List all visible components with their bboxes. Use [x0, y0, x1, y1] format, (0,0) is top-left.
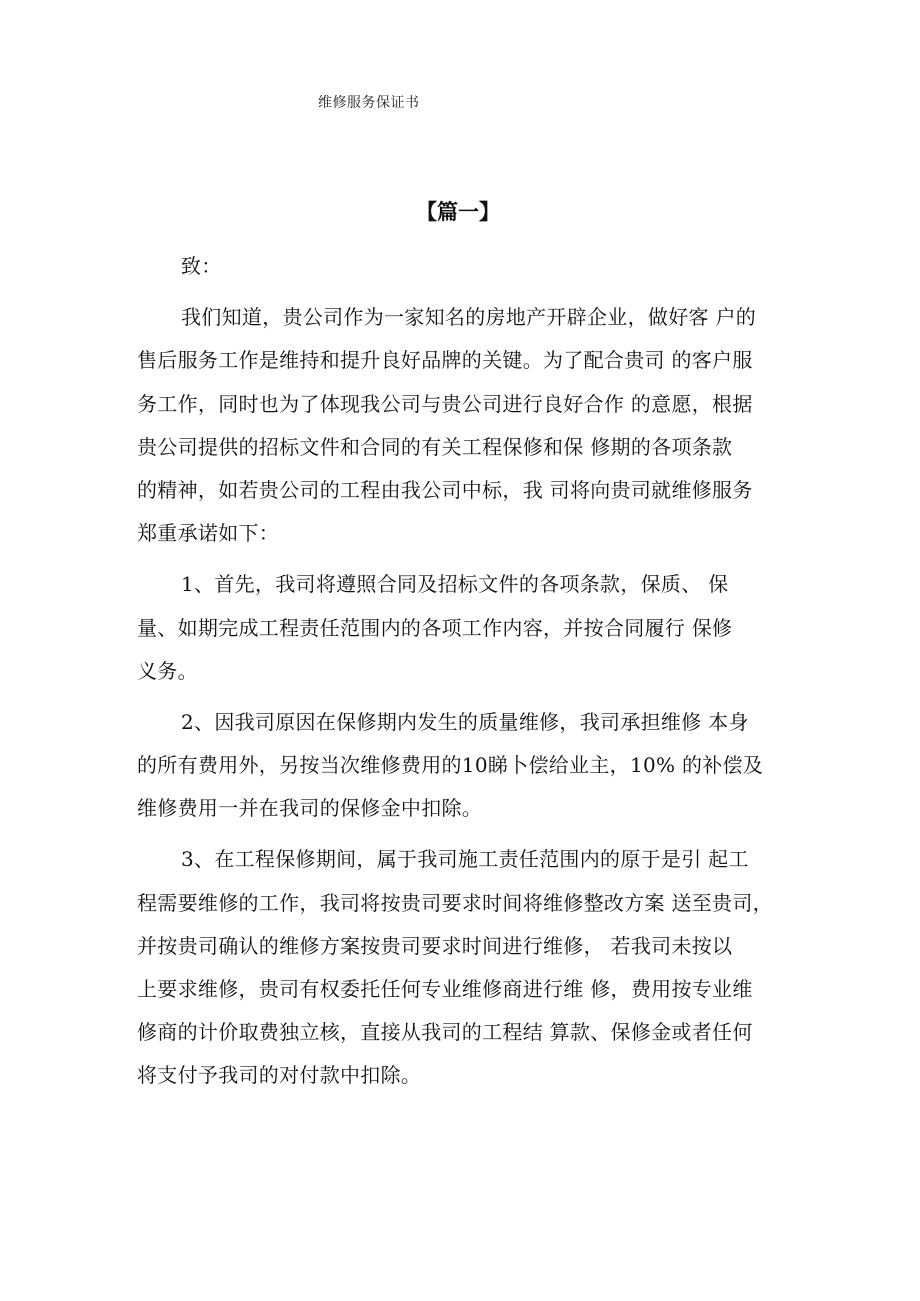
paragraph-item-2	[137, 701, 797, 831]
paragraph-line: 我们知道，贵公司作为一家知名的房地产开辟企业，做好客 户的	[181, 305, 757, 330]
paragraph-line: 修商的计价取费独立核，直接从我司的工程结 算款、保修金或者任何	[137, 1020, 753, 1045]
paragraph-line: 将支付予我司的对付款中扣除。	[137, 1063, 422, 1088]
section-title	[0, 197, 920, 227]
paragraph-line: 贵公司提供的招标文件和合同的有关工程保修和保 修期的各项条款	[137, 434, 733, 459]
paragraph-line: 3、在工程保修期间，属于我司施工责任范围内的原于是引 起工	[181, 847, 749, 872]
paragraph-item-3	[137, 838, 797, 1097]
document-body	[137, 245, 797, 1098]
paragraph-line: 1、首先，我司将遵照合同及招标文件的各项条款，保质、 保	[181, 572, 729, 597]
paragraph-line: 售后服务工作是维持和提升良好品牌的关键。为了配合贵司 的客户服	[137, 348, 753, 373]
section-title-text: 【篇一】	[416, 199, 500, 224]
paragraph-line: 量、如期完成工程责任范围内的各项工作内容，并按合同履行 保修	[137, 615, 733, 640]
paragraph-line: 程需要维修的工作，我司将按贵司要求时间将维修整改方案 送至贵司，	[137, 890, 773, 915]
paragraph-line: 2、因我司原因在保修期内发生的质量维修，我司承担维修 本身	[181, 709, 749, 734]
paragraph-line: 上要求维修，贵司有权委托任何专业维修商进行维 修，费用按专业维	[137, 977, 753, 1001]
paragraph-line: 郑重承诺如下：	[137, 521, 280, 546]
paragraph-intro	[137, 296, 797, 555]
paragraph-line: 维修费用一并在我司的保修金中扣除。	[137, 796, 483, 821]
paragraph-line: 的精神，如若贵公司的工程由我公司中标，我 司将向贵司就维修服务	[137, 477, 753, 502]
paragraph-item-1	[137, 563, 797, 693]
paragraph-line: 务工作，同时也为了体现我公司与贵公司进行良好合作 的意愿，根据	[137, 391, 753, 416]
document-header-title: 维修服务保证书	[318, 95, 420, 111]
paragraph-line: 并按贵司确认的维修方案按贵司要求时间进行维修， 若我司未按以	[137, 933, 733, 958]
paragraph-line: 义务。	[137, 658, 198, 683]
greeting: 致：	[181, 254, 222, 278]
paragraph-line: 的所有费用外，另按当次维修费用的10睇卜偿给业主，10% 的补偿及	[137, 753, 764, 778]
